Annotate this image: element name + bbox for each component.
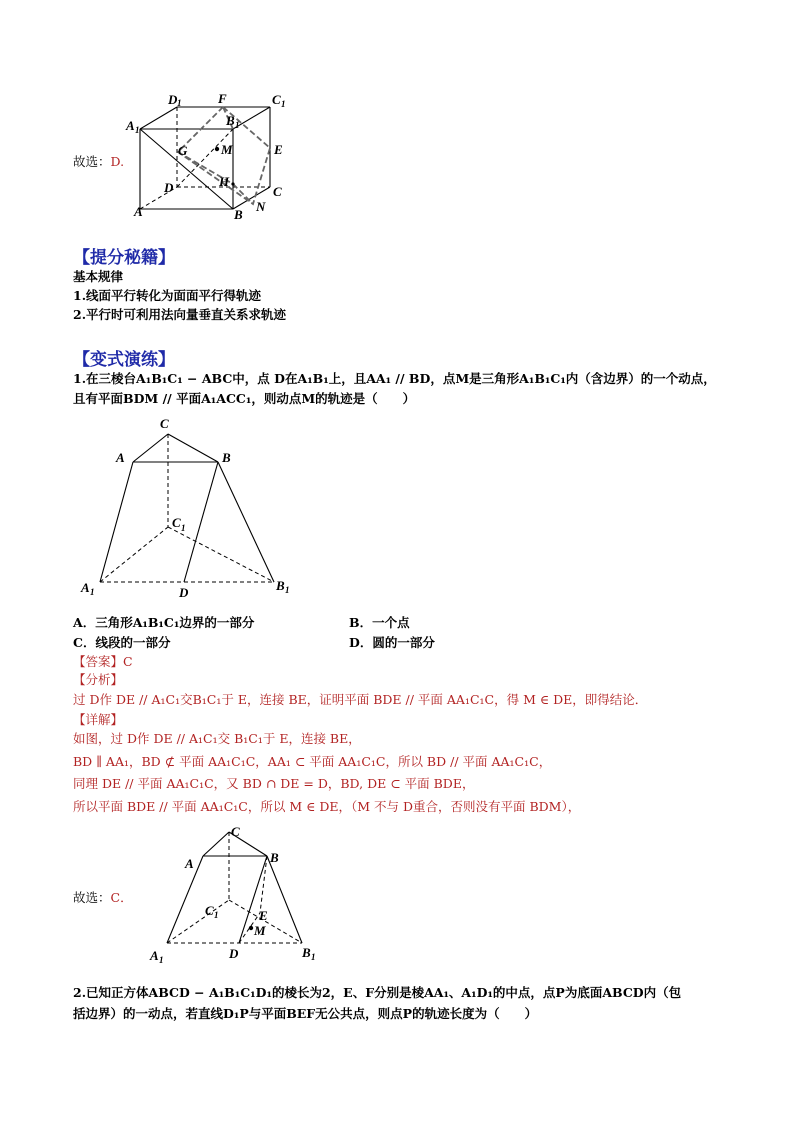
svg-text:1: 1: [285, 585, 290, 595]
label-e: E: [259, 908, 268, 923]
label-c1: C: [205, 903, 214, 918]
svg-text:1: 1: [235, 120, 240, 130]
conclusion-line: 故选：C．: [73, 890, 133, 905]
label-a1: A: [126, 118, 135, 133]
detail-line-2: BD ∥ AA₁，BD ⊄ 平面 AA₁C₁C，AA₁ ⊂ 平面 AA₁C₁C，所以 BD // 平面 AA₁C₁C，: [73, 754, 552, 769]
label-d: D: [229, 946, 239, 961]
q2-line2: 括边界）的一动点，若直线D₁P与平面BEF无公共点，则点P的轨迹长度为（ ）: [73, 1006, 538, 1021]
detail-line-4: 所以平面 BDE // 平面 AA₁C₁C，所以 M ∈ DE，（M 不与 D重合，否则没有平面 BDM），: [73, 799, 581, 814]
q1-line2: 且有平面BDM // 平面A₁ACC₁，则动点M的轨迹是（ ）: [73, 391, 416, 406]
analysis-tag: 【分析】: [73, 672, 124, 687]
svg-text:1: 1: [177, 98, 182, 108]
label-a: A: [116, 450, 125, 465]
answer-line: 【答案】C: [73, 654, 133, 669]
svg-text:1: 1: [281, 99, 286, 109]
tips-item-2: 2.平行时可利用法向量垂直关系求轨迹: [73, 307, 287, 322]
svg-text:1: 1: [214, 910, 219, 920]
label-d: D: [179, 585, 189, 600]
label-a: A: [134, 204, 143, 219]
label-b1: B: [226, 113, 235, 128]
frustum-figure-q1: [78, 415, 293, 600]
label-a1: A: [81, 580, 90, 595]
label-c1: C: [172, 515, 181, 530]
detail-line-3: 同理 DE // 平面 AA₁C₁C，又 BD ∩ DE = D，BD, DE ⊂ 平面 BDE，: [73, 776, 475, 791]
variant-heading: 【变式演练】: [73, 350, 175, 370]
option-a: A．三角形A₁B₁C₁边界的一部分: [73, 615, 255, 630]
label-b1: B: [276, 578, 285, 593]
tips-item-1: 1.线面平行转化为面面平行得轨迹: [73, 288, 262, 303]
label-c: C: [231, 824, 240, 839]
label-c: C: [273, 184, 282, 199]
option-d: D．圆的一部分: [349, 635, 435, 650]
answer-line-top: 故选：D.: [73, 154, 125, 169]
label-c: C: [160, 416, 169, 431]
label-b: B: [222, 450, 231, 465]
label-m: M: [221, 142, 233, 157]
q1-line1: 1.在三棱台A₁B₁C₁ − ABC中，点 D在A₁B₁上，且AA₁ // BD，点M是三角形A₁B₁C₁内（含边界）的一个动点，: [73, 371, 716, 386]
frustum-figure-solution: [145, 820, 330, 970]
analysis-text: 过 D作 DE // A₁C₁交B₁C₁于 E，连接 BE，证明平面 BDE // 平面 AA₁C₁C，得 M ∈ DE，即得结论．: [73, 692, 648, 707]
tips-subtitle: 基本规律: [73, 269, 124, 284]
label-b: B: [270, 850, 279, 865]
label-f: F: [218, 92, 227, 106]
q2-line1: 2.已知正方体ABCD − A₁B₁C₁D₁的棱长为2，E、F分别是棱AA₁、A₁D₁的中点，点P为底面ABCD内（包: [73, 985, 682, 1000]
label-m: M: [254, 923, 266, 938]
label-e: E: [274, 142, 283, 157]
svg-text:1: 1: [181, 523, 186, 533]
label-d1: D: [168, 92, 178, 107]
label-b: B: [234, 207, 243, 222]
detail-tag: 【详解】: [73, 712, 124, 727]
label-c1: C: [272, 92, 281, 107]
option-b: B．一个点: [349, 615, 410, 630]
detail-line-1: 如图，过 D作 DE // A₁C₁交 B₁C₁于 E，连接 BE，: [73, 731, 361, 746]
cube-figure: [120, 92, 300, 227]
tips-heading: 【提分秘籍】: [73, 248, 175, 268]
svg-text:1: 1: [159, 955, 164, 965]
label-g: G: [178, 143, 188, 158]
label-n: N: [256, 199, 266, 214]
label-b1: B: [302, 945, 311, 960]
option-c: C．线段的一部分: [73, 635, 171, 650]
label-d: D: [164, 180, 174, 195]
label-h: H: [219, 174, 230, 189]
svg-text:1: 1: [90, 587, 95, 597]
svg-text:1: 1: [135, 125, 140, 135]
label-a1: A: [150, 948, 159, 963]
svg-text:1: 1: [311, 952, 316, 962]
label-a: A: [185, 856, 194, 871]
